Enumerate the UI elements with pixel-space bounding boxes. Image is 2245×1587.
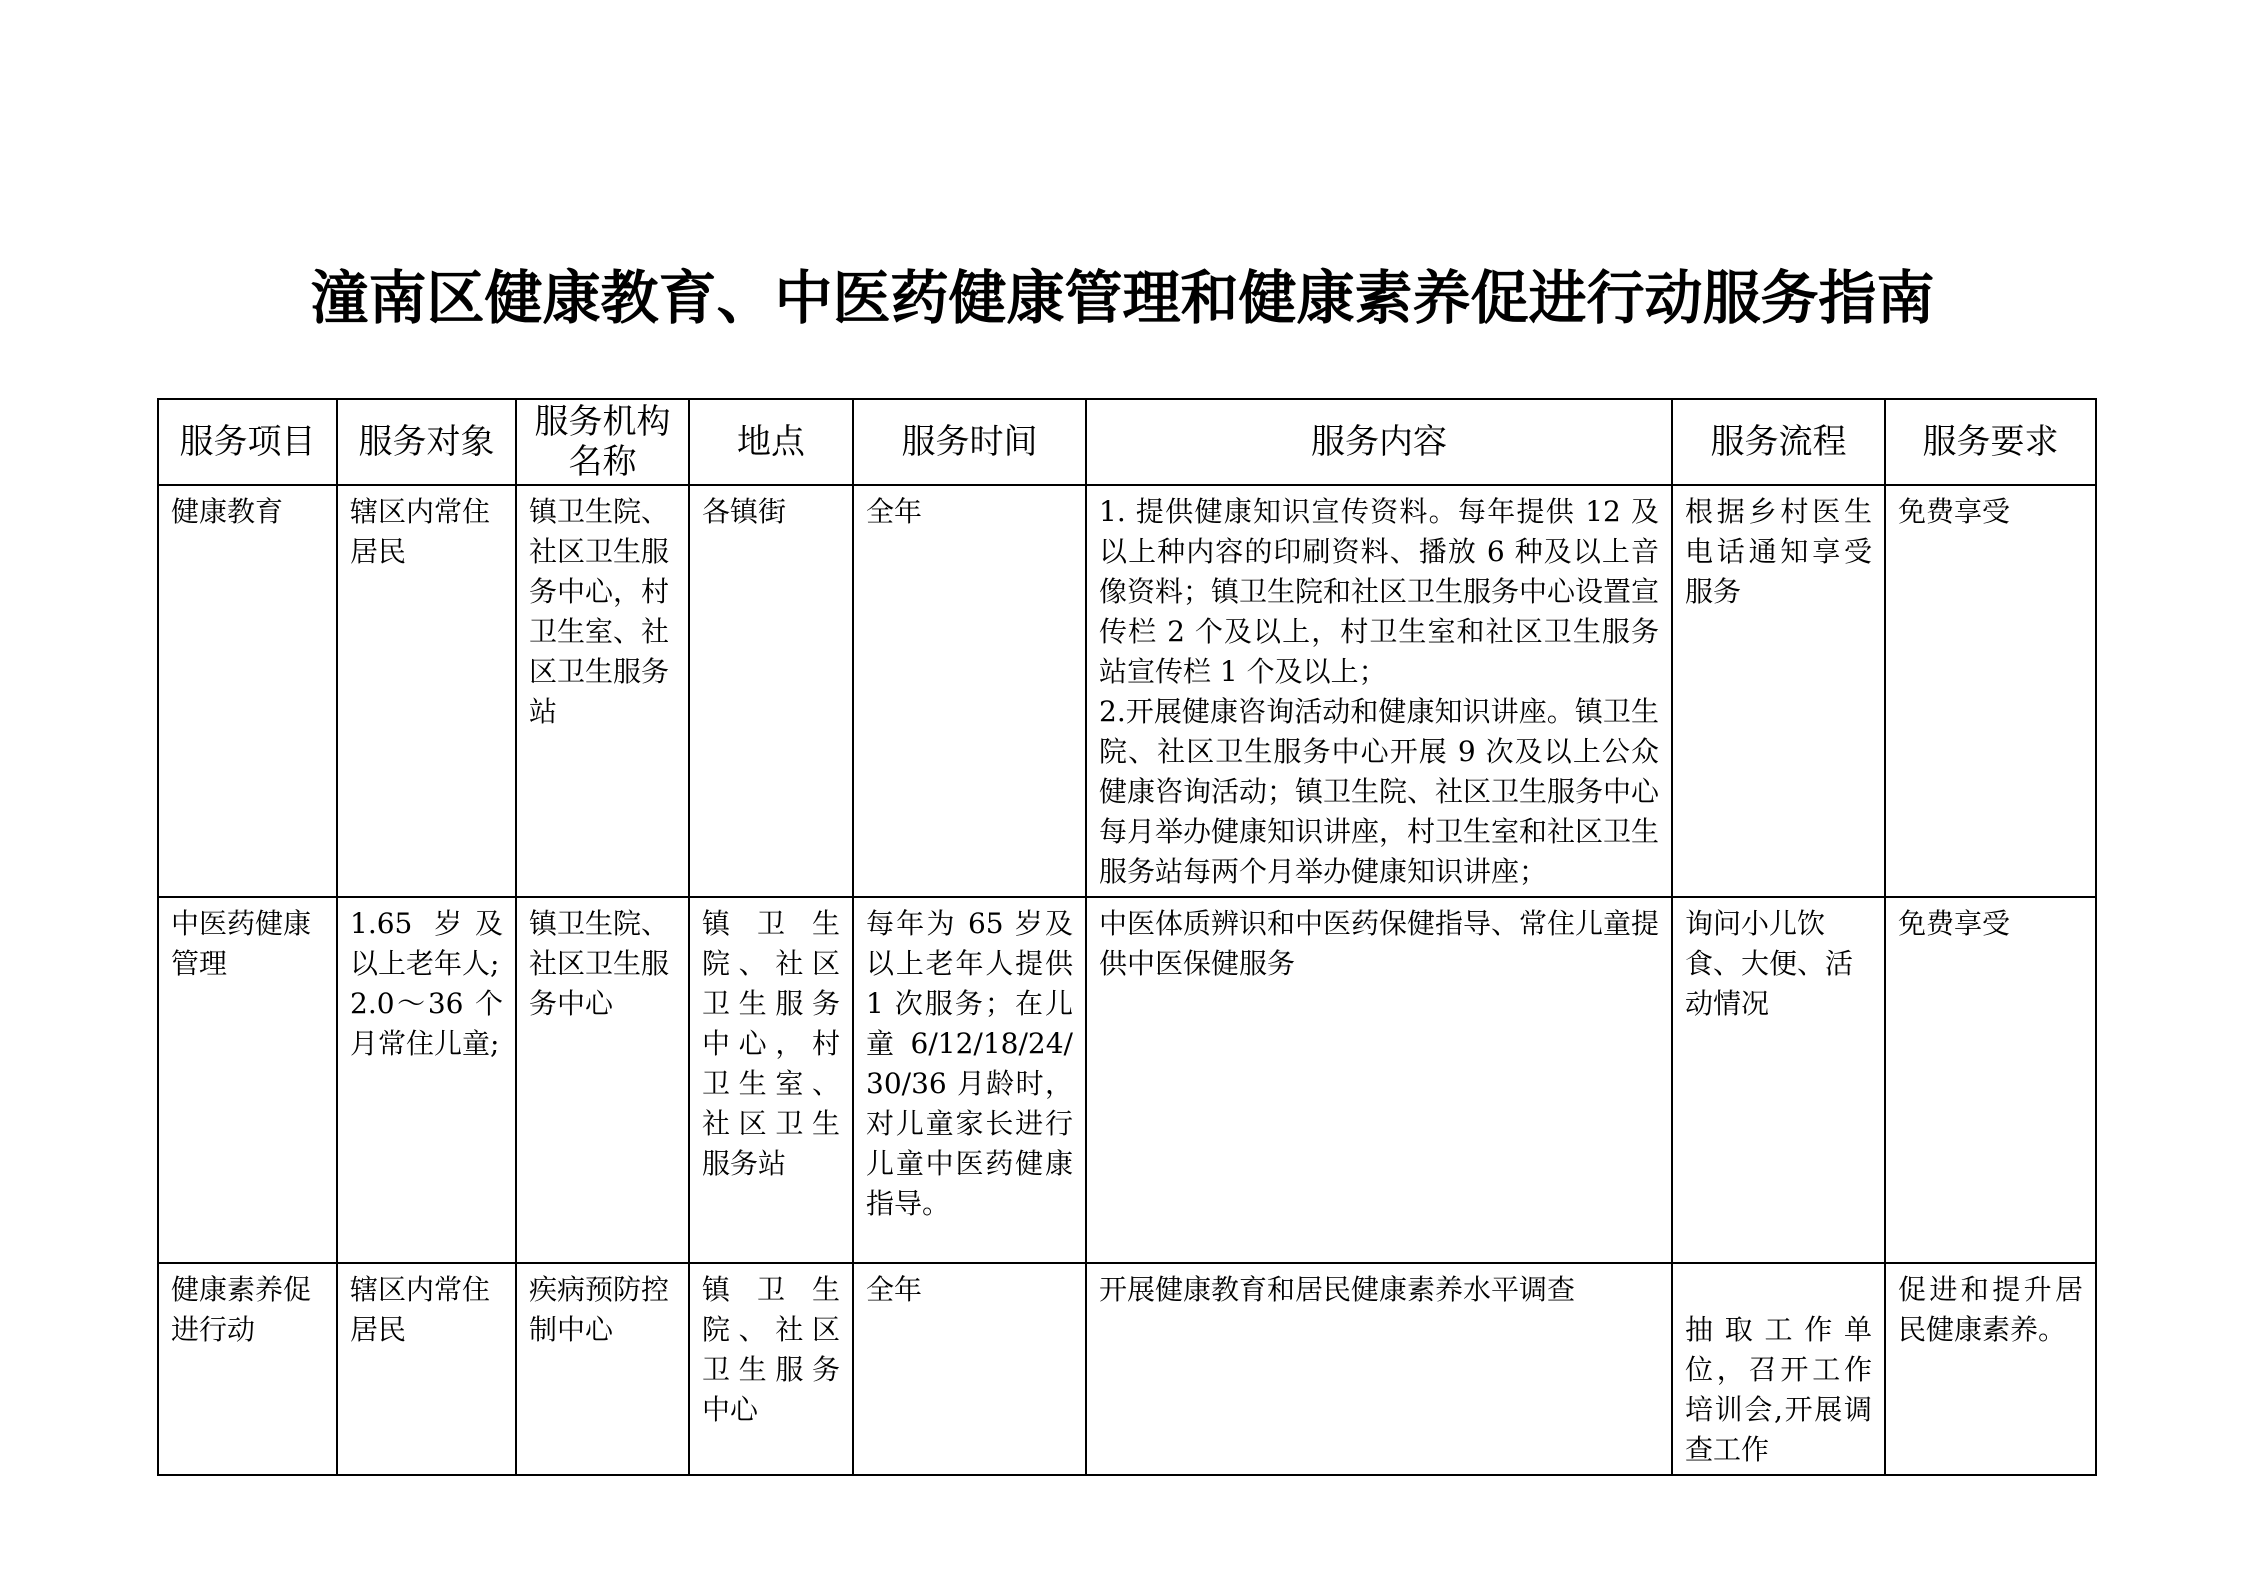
process-spacer — [1685, 1270, 1872, 1310]
header-service-time: 服务时间 — [853, 399, 1086, 485]
content-paragraph: 开展健康教育和居民健康素养水平调查 — [1099, 1273, 1576, 1306]
header-service-target: 服务对象 — [337, 399, 516, 485]
header-location: 地点 — [689, 399, 853, 485]
target-line: 2.0～36 个月常住儿童; — [350, 987, 503, 1060]
target-line: 1.65 岁及以上老年人; — [350, 907, 503, 980]
header-service-institution: 服务机构名称 — [516, 399, 689, 485]
table-row — [158, 897, 2096, 1263]
header-service-process: 服务流程 — [1672, 399, 1885, 485]
cell-content — [1086, 897, 1672, 1263]
table-row — [158, 485, 2096, 897]
cell-process: 询问小儿饮食、大便、活动情况 — [1672, 897, 1885, 1263]
content-paragraph: 1. 提供健康知识宣传资料。每年提供 12 及以上种内容的印刷资料、播放 6 种及以上音像资料；镇卫生院和社区卫生服务中心设置宣传栏 2 个及以上，村卫生室和社区卫生服务站宣传栏 1 个及以上； — [1099, 495, 1660, 688]
process-text: 抽取工作单位，召开工作培训会,开展调查工作 — [1685, 1313, 1872, 1466]
cell-item: 健康教育 — [158, 485, 337, 897]
cell-time: 全年 — [853, 1263, 1086, 1475]
table-header-row — [158, 399, 2096, 485]
cell-process — [1672, 1263, 1885, 1475]
cell-location: 各镇街 — [689, 485, 853, 897]
page-title: 潼南区健康教育、中医药健康管理和健康素养促进行动服务指南 — [310, 264, 1935, 332]
header-service-item: 服务项目 — [158, 399, 337, 485]
cell-institution: 镇卫生院、社区卫生服务中心，村卫生室、社区卫生服务站 — [516, 485, 689, 897]
cell-location: 镇卫生院、社区卫生服务中心 — [689, 1263, 853, 1475]
cell-item: 中医药健康管理 — [158, 897, 337, 1263]
cell-content — [1086, 485, 1672, 897]
header-service-content: 服务内容 — [1086, 399, 1672, 485]
cell-institution: 疾病预防控制中心 — [516, 1263, 689, 1475]
cell-content — [1086, 1263, 1672, 1475]
content-paragraph: 2.开展健康咨询活动和健康知识讲座。镇卫生院、社区卫生服务中心开展 9 次及以上公众健康咨询活动；镇卫生院、社区卫生服务中心每月举办健康知识讲座，村卫生室和社区卫生服务站每两个月举办健康知识讲座； — [1099, 695, 1660, 888]
cell-process: 根据乡村医生电话通知享受服务 — [1672, 485, 1885, 897]
table-row — [158, 1263, 2096, 1475]
cell-item: 健康素养促进行动 — [158, 1263, 337, 1475]
cell-location: 镇卫生院、社区卫生服务中心，村卫生室、社区卫生服务站 — [689, 897, 853, 1263]
cell-target — [337, 897, 516, 1263]
header-service-requirement: 服务要求 — [1885, 399, 2096, 485]
service-guide-table — [157, 398, 2097, 1476]
cell-time: 每年为 65 岁及以上老年人提供 1 次服务；在儿童 6/12/18/24/30/36 月龄时，对儿童家长进行儿童中医药健康指导。 — [853, 897, 1086, 1263]
content-paragraph: 中医体质辨识和中医药保健指导、常住儿童提供中医保健服务 — [1099, 907, 1660, 980]
cell-requirement: 免费享受 — [1885, 485, 2096, 897]
cell-target: 辖区内常住居民 — [337, 1263, 516, 1475]
cell-time: 全年 — [853, 485, 1086, 897]
cell-requirement: 免费享受 — [1885, 897, 2096, 1263]
cell-requirement: 促进和提升居民健康素养。 — [1885, 1263, 2096, 1475]
cell-target: 辖区内常住居民 — [337, 485, 516, 897]
cell-institution: 镇卫生院、社区卫生服务中心 — [516, 897, 689, 1263]
